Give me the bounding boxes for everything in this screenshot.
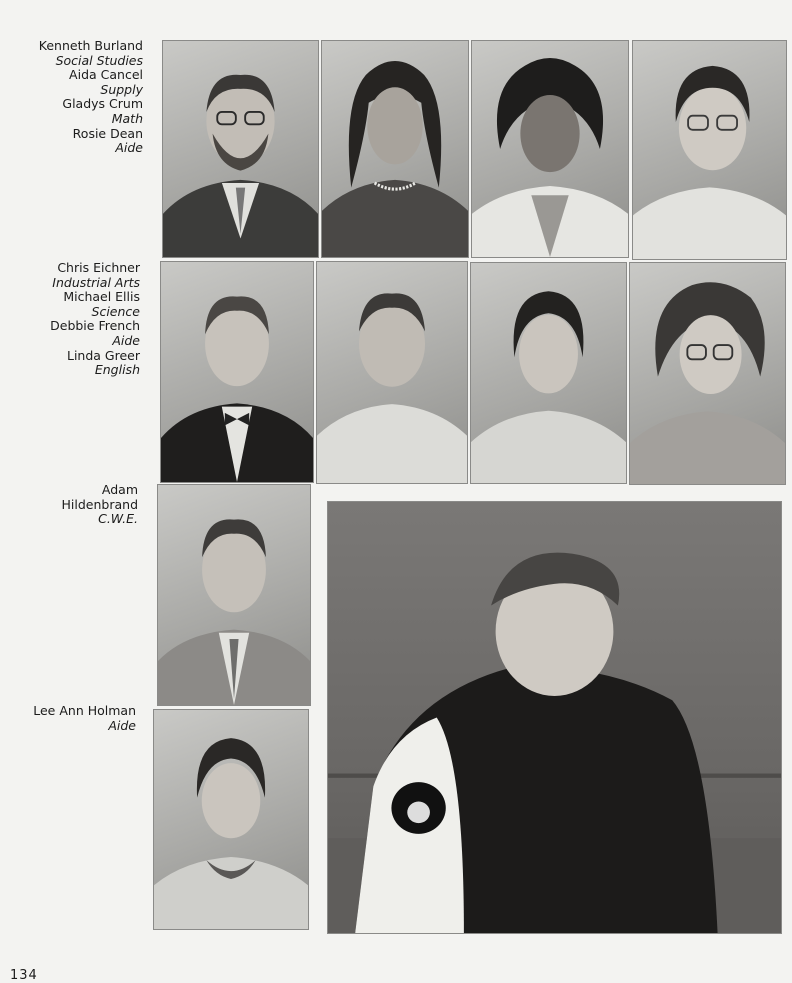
staff-name: Aida Cancel (69, 67, 143, 83)
caption-group-row3 (20, 483, 138, 527)
staff-name: Chris Eichner (57, 260, 140, 275)
candid-photo-letter-jacket (327, 501, 782, 934)
staff-role: English (94, 362, 140, 378)
staff-role: Aide (115, 140, 143, 156)
portrait-debbie-french (470, 262, 627, 484)
portrait-rosie-dean (632, 40, 787, 260)
staff-role: Aide (112, 332, 140, 348)
staff-name: Debbie French (50, 318, 140, 334)
caption-group-row1 (20, 39, 143, 156)
staff-role: Industrial Arts (52, 274, 140, 290)
page-number: 134 (10, 968, 38, 983)
portrait-michael-ellis (316, 261, 468, 484)
portrait-lee-ann-holman (153, 709, 309, 930)
staff-name: Rosie Dean (72, 125, 143, 141)
portrait-kenneth-burland (162, 40, 319, 258)
staff-name: Kenneth Burland (38, 38, 143, 53)
staff-name: Lee Ann Holman (33, 703, 136, 718)
staff-role: C.W.E. (98, 511, 138, 527)
portrait-aida-cancel (321, 40, 469, 258)
portrait-adam-hildenbrand (157, 484, 311, 706)
staff-name: Linda Greer (67, 347, 140, 363)
caption-group-row2 (20, 261, 140, 378)
caption-group-row4 (10, 704, 136, 733)
staff-name: Adam Hildenbrand (61, 482, 138, 512)
staff-role: Social Studies (55, 52, 143, 68)
staff-role: Math (111, 110, 143, 126)
staff-name: Michael Ellis (63, 289, 140, 305)
staff-name: Gladys Crum (62, 96, 143, 112)
portrait-linda-greer (629, 262, 786, 485)
staff-role: Aide (108, 717, 136, 733)
staff-role: Supply (100, 81, 143, 97)
staff-role: Science (91, 303, 140, 319)
portrait-gladys-crum (471, 40, 629, 258)
portrait-chris-eichner (160, 261, 314, 483)
